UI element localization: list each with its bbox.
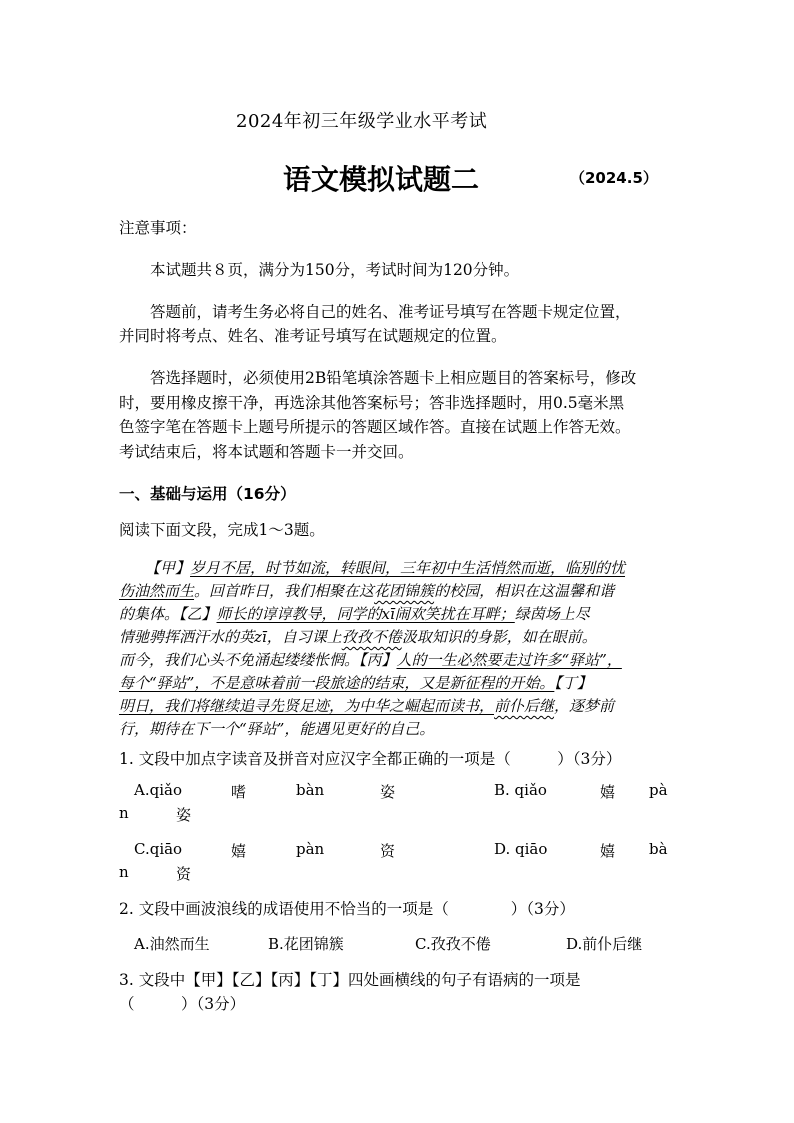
passage-line-3: 的集体。【乙】师长的谆谆教导，同学的xī闹欢笑扰在耳畔；绿茵场上尽: [119, 605, 590, 623]
marker-ding: 【丁】: [554, 674, 592, 692]
sentence-jia: 岁月不居，时节如流，转眼间，三年初中生活悄然而逝，临别的忧: [190, 559, 626, 577]
sentence-yi: 师长的谆谆教导，同学的xī闹欢笑扰在耳畔；: [216, 605, 515, 623]
q1-option-a-char2: 姿: [380, 783, 396, 801]
passage-line-7: 明日，我们将继续追寻先贤足迹，为中华之崛起而读书，前仆后继，逐梦前: [119, 697, 615, 715]
q1-option-c-pinyin: pàn: [296, 840, 325, 858]
q1-option-c-char: 嬉: [231, 842, 247, 860]
q1-option-d-label: D. qiāo: [494, 840, 548, 858]
exam-title: 语文模拟试题二: [283, 163, 480, 196]
q1-option-b-pinyin: pà: [649, 781, 668, 799]
question-2-stem: 2. 文段中画波浪线的成语使用不恰当的一项是（ ）（3分）: [119, 900, 575, 918]
marker-jia: 【甲】: [145, 559, 191, 577]
q1-option-a-pinyin: bàn: [296, 781, 325, 799]
q2-option-c: C.孜孜不倦: [415, 935, 491, 953]
notice-para-3-line-1: 答选择题时，必须使用2B铅笔填涂答题卡上相应题目的答案标号，修改: [150, 369, 637, 387]
sentence-ding: 明日，我们将继续追寻先贤足迹，为中华之崛起而读书，: [119, 697, 495, 715]
question-1-stem: 1. 文段中加点字读音及拼音对应汉字全都正确的一项是（ ）（3分）: [119, 750, 622, 768]
notice-para-3-line-3: 色签字笔在答题卡上题号所提示的答题区域作答。直接在试题上作答无效。: [119, 418, 631, 436]
notice-para-3-line-4: 考试结束后，将本试题和答题卡一并交回。: [119, 443, 414, 461]
idiom-b: 花团锦簇: [374, 582, 435, 600]
q1-option-a-label: A.qiǎo: [134, 781, 182, 799]
q2-option-b: B.花团锦簇: [268, 935, 344, 953]
section-instruction: 阅读下面文段，完成1～3题。: [119, 521, 325, 539]
sentence-bing: 人的一生必然要走过许多“驿站”，: [396, 651, 622, 669]
passage-line-1: [145, 557, 625, 580]
q1-option-d-char: 嬉: [600, 842, 616, 860]
q2-option-d: D.前仆后继: [566, 935, 643, 953]
q1-option-b-wrap-n: n: [119, 804, 129, 822]
section-heading: 一、基础与运用（16分）: [119, 485, 296, 503]
sentence-jia-end: 伤: [119, 582, 135, 600]
passage-line-4: 情驰骋挥洒汗水的英zī，自习课上孜孜不倦汲取知识的身影，如在眼前。: [119, 628, 597, 646]
notice-para-1: 本试题共８页，满分为150分，考试时间为120分钟。: [150, 261, 520, 279]
notice-para-2-line-2: 并同时将考点、姓名、准考证号填写在试题规定的位置。: [119, 327, 507, 345]
passage-line-6: [119, 672, 592, 695]
q2-option-a: A.油然而生: [134, 935, 210, 953]
passage-line-2: 伤油然而生。回首昨日，我们相聚在这花团锦簇的校园，相识在这温馨和谐: [119, 582, 615, 600]
q1-option-c-label: C.qiāo: [134, 840, 183, 858]
exam-date: （2024.5）: [570, 169, 658, 187]
passage-line-8: 行，期待在下一个“驿站”，能遇见更好的自己。: [119, 720, 435, 738]
sentence-bing-cont: 每个“驿站”，不是意味着前一段旅途的结束，又是新征程的开始。: [119, 674, 555, 692]
q1-option-d-char2: 资: [176, 865, 192, 883]
question-3-stem-line-2: （ ）（3分）: [119, 995, 246, 1013]
q1-option-c-char2: 资: [380, 842, 396, 860]
idiom-a: 油然而生: [134, 582, 195, 600]
notice-para-2-line-1: 答题前，请考生务必将自己的姓名、准考证号填写在答题卡规定位置，: [150, 303, 631, 321]
q1-option-d-wrap-n: n: [119, 863, 129, 881]
passage-line-5: 而今，我们心头不免涌起缕缕怅惘。【丙】人的一生必然要走过许多“驿站”，: [119, 651, 622, 669]
question-3-stem-line-1: 3. 文段中【甲】【乙】【丙】【丁】四处画横线的句子有语病的一项是: [119, 971, 581, 989]
q1-option-b-char: 嬉: [600, 783, 616, 801]
exam-subtitle: 2024年初三年级学业水平考试: [236, 111, 488, 132]
q1-option-d-pinyin: bà: [649, 840, 668, 858]
q1-option-a-char: 嗜: [231, 783, 247, 801]
notice-para-3-line-2: 时，要用橡皮擦干净，再选涂其他答案标号；答非选择题时，用0.5毫米黑: [119, 394, 625, 412]
idiom-d: 前仆后继: [494, 697, 555, 715]
q1-option-b-label: B. qiǎo: [494, 781, 547, 799]
q1-option-b-char2: 姿: [176, 806, 192, 824]
idiom-c: 孜孜不倦: [341, 628, 402, 646]
notice-label: 注意事项：: [119, 219, 197, 237]
